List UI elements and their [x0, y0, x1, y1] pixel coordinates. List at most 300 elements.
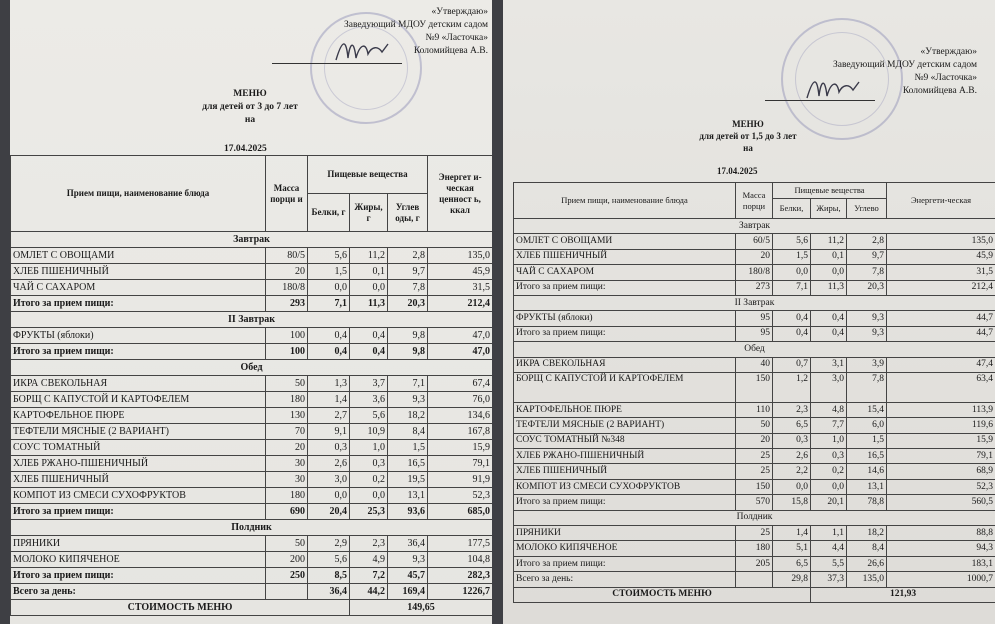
- energy-cell: 685,0: [428, 504, 492, 520]
- fat-cell: 10,9: [350, 424, 388, 440]
- protein-cell: 20,4: [308, 504, 350, 520]
- dish-name: МОЛОКО КИПЯЧЕНОЕ: [11, 552, 266, 568]
- protein-cell: 29,8: [773, 572, 811, 587]
- mass-cell: 180/8: [736, 265, 773, 280]
- carbs-cell: 13,1: [388, 488, 428, 504]
- dish-name: БОРЩ С КАПУСТОЙ И КАРТОФЕЛЕМ: [514, 372, 736, 402]
- fat-cell: 11,2: [811, 234, 847, 249]
- total-row: [11, 344, 493, 360]
- table-row: [514, 402, 995, 417]
- energy-cell: 91,9: [428, 472, 492, 488]
- section-label: Завтрак: [11, 232, 493, 248]
- mass-cell: 20: [266, 264, 308, 280]
- dish-name: ПРЯНИКИ: [11, 536, 266, 552]
- dish-name: КОМПОТ ИЗ СМЕСИ СУХОФРУКТОВ: [11, 488, 266, 504]
- menu-table: [513, 182, 995, 603]
- total-row: [514, 280, 995, 295]
- fat-cell: 1,1: [811, 526, 847, 541]
- table-row: [11, 424, 493, 440]
- protein-cell: 7,1: [308, 296, 350, 312]
- carbs-cell: 1,5: [388, 440, 428, 456]
- mass-cell: 95: [736, 311, 773, 326]
- protein-cell: 5,6: [308, 248, 350, 264]
- protein-cell: 2,9: [308, 536, 350, 552]
- menu-title: МЕНЮ: [233, 89, 267, 99]
- carbs-cell: 7,8: [847, 265, 887, 280]
- table-row: [514, 311, 995, 326]
- total-row: [11, 296, 493, 312]
- fat-cell: 20,1: [811, 495, 847, 510]
- table-row: [514, 464, 995, 479]
- energy-cell: 76,0: [428, 392, 492, 408]
- energy-cell: 68,9: [887, 464, 995, 479]
- table-row: [11, 552, 493, 568]
- carbs-cell: 19,5: [388, 472, 428, 488]
- approval-line: Коломийцева А.В.: [902, 86, 977, 96]
- protein-cell: 6,5: [773, 418, 811, 433]
- col-dish: Прием пищи, наименование блюда: [514, 183, 736, 219]
- mass-cell: 273: [736, 280, 773, 295]
- mass-cell: 110: [736, 402, 773, 417]
- table-row: [514, 433, 995, 448]
- protein-cell: 7,1: [773, 280, 811, 295]
- carbs-cell: 1,5: [847, 433, 887, 448]
- energy-cell: 282,3: [428, 568, 492, 584]
- energy-cell: 119,6: [887, 418, 995, 433]
- col-mass: Масса порци: [736, 183, 773, 219]
- section-row: [514, 219, 995, 234]
- menu-heading: [160, 88, 340, 127]
- protein-cell: 2,7: [308, 408, 350, 424]
- mass-cell: 180: [266, 488, 308, 504]
- carbs-cell: 45,7: [388, 568, 428, 584]
- carbs-cell: 26,6: [847, 556, 887, 571]
- menu-subtitle: для детей от 1,5 до 3 лет: [699, 131, 797, 141]
- mass-cell: 70: [266, 424, 308, 440]
- protein-cell: 0,3: [308, 440, 350, 456]
- fat-cell: 25,3: [350, 504, 388, 520]
- dish-name: КОМПОТ ИЗ СМЕСИ СУХОФРУКТОВ: [514, 479, 736, 494]
- dish-name: ОМЛЕТ С ОВОЩАМИ: [514, 234, 736, 249]
- protein-cell: 5,6: [308, 552, 350, 568]
- carbs-cell: 8,4: [847, 541, 887, 556]
- fat-cell: 2,3: [350, 536, 388, 552]
- mass-cell: 40: [736, 357, 773, 372]
- protein-cell: 0,7: [773, 357, 811, 372]
- dish-name: Всего за день:: [514, 572, 736, 587]
- protein-cell: 1,4: [773, 526, 811, 541]
- approval-line: «Утверждаю»: [920, 47, 977, 57]
- approval-line: Заведующий МДОУ детским садом: [833, 60, 977, 70]
- energy-cell: 67,4: [428, 376, 492, 392]
- carbs-cell: 93,6: [388, 504, 428, 520]
- carbs-cell: 2,8: [847, 234, 887, 249]
- col-energy: Энергети-ческая: [887, 183, 995, 219]
- fat-cell: 7,7: [811, 418, 847, 433]
- section-label: Полдник: [514, 510, 995, 525]
- fat-cell: 7,2: [350, 568, 388, 584]
- approval-line: Заведующий МДОУ детским садом: [344, 20, 488, 30]
- energy-cell: 63,4: [887, 372, 995, 402]
- fat-cell: 0,0: [811, 265, 847, 280]
- table-row: [514, 265, 995, 280]
- dish-name: Итого за прием пищи:: [11, 344, 266, 360]
- energy-cell: 1000,7: [887, 572, 995, 587]
- dish-name: ИКРА СВЕКОЛЬНАЯ: [514, 357, 736, 372]
- energy-cell: 31,5: [887, 265, 995, 280]
- energy-cell: 177,5: [428, 536, 492, 552]
- table-row: [11, 472, 493, 488]
- section-label: II Завтрак: [514, 295, 995, 310]
- protein-cell: 1,3: [308, 376, 350, 392]
- fat-cell: 11,2: [350, 248, 388, 264]
- dish-name: ЧАЙ С САХАРОМ: [11, 280, 266, 296]
- protein-cell: 2,6: [773, 449, 811, 464]
- section-label: Обед: [514, 342, 995, 357]
- mass-cell: 200: [266, 552, 308, 568]
- section-row: [11, 312, 493, 328]
- table-row: [11, 280, 493, 296]
- fat-cell: 0,3: [350, 456, 388, 472]
- energy-cell: 47,0: [428, 328, 492, 344]
- dish-name: ХЛЕБ ПШЕНИЧНЫЙ: [11, 264, 266, 280]
- carbs-cell: 20,3: [388, 296, 428, 312]
- mass-cell: 25: [736, 526, 773, 541]
- energy-cell: 104,8: [428, 552, 492, 568]
- dish-name: ФРУКТЫ (яблоки): [11, 328, 266, 344]
- mass-cell: 150: [736, 479, 773, 494]
- carbs-cell: 15,4: [847, 402, 887, 417]
- protein-cell: 15,8: [773, 495, 811, 510]
- fat-cell: 0,2: [350, 472, 388, 488]
- energy-cell: 94,3: [887, 541, 995, 556]
- energy-cell: 47,0: [428, 344, 492, 360]
- carbs-cell: 9,7: [847, 249, 887, 264]
- mass-cell: [266, 584, 308, 600]
- cost-label: СТОИМОСТЬ МЕНЮ: [11, 600, 350, 616]
- col-carbs: Углев оды, г: [388, 194, 428, 232]
- dish-name: ИКРА СВЕКОЛЬНАЯ: [11, 376, 266, 392]
- protein-cell: 9,1: [308, 424, 350, 440]
- menu-sheet-1-5-3: [503, 0, 995, 624]
- carbs-cell: 7,8: [847, 372, 887, 402]
- dish-name: Всего за день:: [11, 584, 266, 600]
- table-row: [514, 526, 995, 541]
- mass-cell: 180: [266, 392, 308, 408]
- energy-cell: 45,9: [887, 249, 995, 264]
- table-row: [514, 449, 995, 464]
- energy-cell: 52,3: [887, 479, 995, 494]
- dish-name: БОРЩ С КАПУСТОЙ И КАРТОФЕЛЕМ: [11, 392, 266, 408]
- carbs-cell: 9,7: [388, 264, 428, 280]
- energy-cell: 1226,7: [428, 584, 492, 600]
- dish-name: КАРТОФЕЛЬНОЕ ПЮРЕ: [11, 408, 266, 424]
- carbs-cell: 7,1: [388, 376, 428, 392]
- table-row: [514, 357, 995, 372]
- col-protein: Белки, г: [308, 194, 350, 232]
- col-energy: Энергет и-ческая ценност ь, ккал: [428, 156, 492, 232]
- protein-cell: 2,3: [773, 402, 811, 417]
- mass-cell: 30: [266, 456, 308, 472]
- carbs-cell: 169,4: [388, 584, 428, 600]
- section-row: [11, 232, 493, 248]
- total-row: [514, 326, 995, 341]
- dish-name: Итого за прием пищи:: [514, 495, 736, 510]
- energy-cell: 134,6: [428, 408, 492, 424]
- energy-cell: 560,5: [887, 495, 995, 510]
- fat-cell: 44,2: [350, 584, 388, 600]
- carbs-cell: 9,8: [388, 328, 428, 344]
- total-row: [11, 504, 493, 520]
- section-label: II Завтрак: [11, 312, 493, 328]
- dish-name: МОЛОКО КИПЯЧЕНОЕ: [514, 541, 736, 556]
- approval-line: Коломийцева А.В.: [413, 46, 488, 56]
- mass-cell: 60/5: [736, 234, 773, 249]
- mass-cell: 20: [736, 249, 773, 264]
- energy-cell: 52,3: [428, 488, 492, 504]
- dish-name: Итого за прием пищи:: [514, 326, 736, 341]
- table-row: [514, 479, 995, 494]
- fat-cell: 5,5: [811, 556, 847, 571]
- mass-cell: 180: [736, 541, 773, 556]
- carbs-cell: 9,3: [388, 552, 428, 568]
- section-row: [514, 510, 995, 525]
- col-fat: Жиры,: [811, 199, 847, 219]
- dish-name: СОУС ТОМАТНЫЙ: [11, 440, 266, 456]
- section-row: [11, 520, 493, 536]
- table-row: [514, 541, 995, 556]
- mass-cell: 690: [266, 504, 308, 520]
- table-row: [514, 372, 995, 402]
- menu-on: на: [244, 115, 256, 125]
- mass-cell: 95: [736, 326, 773, 341]
- table-row: [11, 392, 493, 408]
- menu-on: на: [743, 143, 753, 153]
- energy-cell: 47,4: [887, 357, 995, 372]
- carbs-cell: 78,8: [847, 495, 887, 510]
- protein-cell: 0,0: [308, 280, 350, 296]
- energy-cell: 15,9: [887, 433, 995, 448]
- table-row: [514, 249, 995, 264]
- fat-cell: 4,8: [811, 402, 847, 417]
- col-nutrients: Пищевые вещества: [308, 156, 428, 194]
- menu-date: 17.04.2025: [224, 144, 267, 154]
- protein-cell: 2,6: [308, 456, 350, 472]
- protein-cell: 0,0: [773, 265, 811, 280]
- dish-name: Итого за прием пищи:: [11, 568, 266, 584]
- cost-label: СТОИМОСТЬ МЕНЮ: [514, 587, 811, 602]
- signature: [803, 72, 863, 104]
- dish-name: Итого за прием пищи:: [514, 556, 736, 571]
- fat-cell: 4,9: [350, 552, 388, 568]
- dish-name: ОМЛЕТ С ОВОЩАМИ: [11, 248, 266, 264]
- mass-cell: 50: [266, 536, 308, 552]
- fat-cell: 3,6: [350, 392, 388, 408]
- mass-cell: 250: [266, 568, 308, 584]
- energy-cell: 212,4: [887, 280, 995, 295]
- fat-cell: 0,0: [350, 488, 388, 504]
- protein-cell: 0,0: [308, 488, 350, 504]
- mass-cell: 25: [736, 464, 773, 479]
- carbs-cell: 16,5: [388, 456, 428, 472]
- total-row: [514, 556, 995, 571]
- dish-name: ХЛЕБ РЖАНО-ПШЕНИЧНЫЙ: [11, 456, 266, 472]
- menu-subtitle: для детей от 3 до 7 лет: [202, 102, 298, 112]
- carbs-cell: 3,9: [847, 357, 887, 372]
- mass-cell: 205: [736, 556, 773, 571]
- table-row: [11, 440, 493, 456]
- approval-line: «Утверждаю»: [431, 7, 488, 17]
- fat-cell: 0,4: [811, 311, 847, 326]
- protein-cell: 5,1: [773, 541, 811, 556]
- mass-cell: 130: [266, 408, 308, 424]
- dish-name: ХЛЕБ РЖАНО-ПШЕНИЧНЫЙ: [514, 449, 736, 464]
- protein-cell: 5,6: [773, 234, 811, 249]
- table-row: [11, 248, 493, 264]
- fat-cell: 0,0: [811, 479, 847, 494]
- protein-cell: 1,5: [773, 249, 811, 264]
- fat-cell: 0,1: [811, 249, 847, 264]
- protein-cell: 0,3: [773, 433, 811, 448]
- energy-cell: 212,4: [428, 296, 492, 312]
- col-carbs: Углево: [847, 199, 887, 219]
- col-protein: Белки,: [773, 199, 811, 219]
- protein-cell: 3,0: [308, 472, 350, 488]
- col-dish: Прием пищи, наименование блюда: [11, 156, 266, 232]
- fat-cell: 3,7: [350, 376, 388, 392]
- energy-cell: 167,8: [428, 424, 492, 440]
- carbs-cell: 135,0: [847, 572, 887, 587]
- table-row: [11, 456, 493, 472]
- carbs-cell: 7,8: [388, 280, 428, 296]
- total-row: [11, 584, 493, 600]
- section-label: Полдник: [11, 520, 493, 536]
- protein-cell: 0,4: [308, 344, 350, 360]
- dish-name: Итого за прием пищи:: [514, 280, 736, 295]
- protein-cell: 36,4: [308, 584, 350, 600]
- energy-cell: 44,7: [887, 311, 995, 326]
- fat-cell: 11,3: [350, 296, 388, 312]
- mass-cell: 20: [266, 440, 308, 456]
- mass-cell: 80/5: [266, 248, 308, 264]
- carbs-cell: 36,4: [388, 536, 428, 552]
- protein-cell: 0,4: [308, 328, 350, 344]
- approval-line: №9 «Ласточка»: [425, 33, 488, 43]
- mass-cell: 100: [266, 328, 308, 344]
- menu-heading: [663, 118, 833, 154]
- fat-cell: 0,0: [350, 280, 388, 296]
- carbs-cell: 9,3: [847, 311, 887, 326]
- dish-name: ТЕФТЕЛИ МЯСНЫЕ (2 ВАРИАНТ): [11, 424, 266, 440]
- total-row: [11, 568, 493, 584]
- dish-name: ХЛЕБ ПШЕНИЧНЫЙ: [514, 249, 736, 264]
- mass-cell: 293: [266, 296, 308, 312]
- table-row: [11, 488, 493, 504]
- carbs-cell: 16,5: [847, 449, 887, 464]
- mass-cell: 25: [736, 449, 773, 464]
- dish-name: ПРЯНИКИ: [514, 526, 736, 541]
- energy-cell: 113,9: [887, 402, 995, 417]
- table-row: [11, 408, 493, 424]
- fat-cell: 5,6: [350, 408, 388, 424]
- dish-name: Итого за прием пищи:: [11, 296, 266, 312]
- total-row: [514, 495, 995, 510]
- carbs-cell: 13,1: [847, 479, 887, 494]
- protein-cell: 2,2: [773, 464, 811, 479]
- dish-name: ФРУКТЫ (яблоки): [514, 311, 736, 326]
- energy-cell: 45,9: [428, 264, 492, 280]
- mass-cell: 50: [266, 376, 308, 392]
- total-row: [514, 572, 995, 587]
- dish-name: Итого за прием пищи:: [11, 504, 266, 520]
- table-row: [514, 418, 995, 433]
- table-row: [514, 234, 995, 249]
- fat-cell: 0,2: [811, 464, 847, 479]
- mass-cell: 180/8: [266, 280, 308, 296]
- menu-sheet-3-7: [10, 0, 492, 624]
- carbs-cell: 6,0: [847, 418, 887, 433]
- fat-cell: 11,3: [811, 280, 847, 295]
- mass-cell: 30: [266, 472, 308, 488]
- section-label: Обед: [11, 360, 493, 376]
- fat-cell: 1,0: [811, 433, 847, 448]
- protein-cell: 0,4: [773, 326, 811, 341]
- fat-cell: 0,4: [811, 326, 847, 341]
- energy-cell: 135,0: [428, 248, 492, 264]
- protein-cell: 0,4: [773, 311, 811, 326]
- protein-cell: 6,5: [773, 556, 811, 571]
- dish-name: КАРТОФЕЛЬНОЕ ПЮРЕ: [514, 402, 736, 417]
- energy-cell: 44,7: [887, 326, 995, 341]
- mass-cell: 20: [736, 433, 773, 448]
- table-row: [11, 536, 493, 552]
- carbs-cell: 14,6: [847, 464, 887, 479]
- protein-cell: 1,4: [308, 392, 350, 408]
- energy-cell: 79,1: [428, 456, 492, 472]
- cost-value: 121,93: [811, 587, 995, 602]
- carbs-cell: 18,2: [388, 408, 428, 424]
- protein-cell: 8,5: [308, 568, 350, 584]
- signature: [332, 34, 392, 66]
- dish-name: ЧАЙ С САХАРОМ: [514, 265, 736, 280]
- menu-title: МЕНЮ: [732, 119, 764, 129]
- cost-value: 149,65: [350, 600, 493, 616]
- fat-cell: 0,1: [350, 264, 388, 280]
- section-row: [11, 360, 493, 376]
- fat-cell: 3,1: [811, 357, 847, 372]
- table-row: [11, 264, 493, 280]
- dish-name: ХЛЕБ ПШЕНИЧНЫЙ: [11, 472, 266, 488]
- fat-cell: 3,0: [811, 372, 847, 402]
- protein-cell: 1,2: [773, 372, 811, 402]
- table-row: [11, 376, 493, 392]
- fat-cell: 4,4: [811, 541, 847, 556]
- energy-cell: 183,1: [887, 556, 995, 571]
- mass-cell: 570: [736, 495, 773, 510]
- dish-name: СОУС ТОМАТНЫЙ №348: [514, 433, 736, 448]
- approval-line: №9 «Ласточка»: [914, 73, 977, 83]
- fat-cell: 0,4: [350, 344, 388, 360]
- mass-cell: 50: [736, 418, 773, 433]
- energy-cell: 31,5: [428, 280, 492, 296]
- menu-date: 17.04.2025: [717, 166, 758, 176]
- section-label: Завтрак: [514, 219, 995, 234]
- col-nutrients: Пищевые вещества: [773, 183, 887, 199]
- mass-cell: [736, 572, 773, 587]
- mass-cell: 100: [266, 344, 308, 360]
- fat-cell: 37,3: [811, 572, 847, 587]
- col-mass: Масса порци и: [266, 156, 308, 232]
